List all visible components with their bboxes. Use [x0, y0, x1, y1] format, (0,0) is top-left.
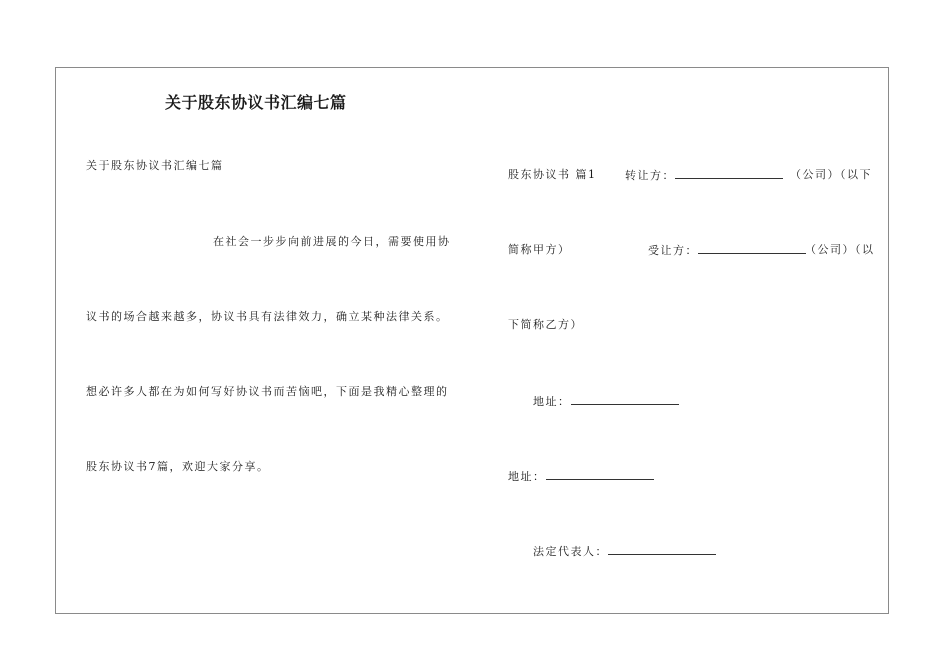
party-a-abbrev: 简称甲方）: [508, 243, 571, 256]
transferee-blank: [698, 243, 806, 254]
document-title: 关于股东协议书汇编七篇: [165, 93, 347, 112]
paragraph-line-1: 在社会一步步向前进展的今日，需要使用协: [213, 235, 451, 248]
address-blank-1: [571, 394, 679, 405]
section-heading: 股东协议书 篇1: [508, 168, 597, 181]
address-label-1: 地址：: [533, 395, 571, 408]
company-suffix-2: （公司）（以: [805, 243, 875, 256]
transferor-line: [625, 168, 783, 183]
paragraph-line-3: 想必许多人都在为如何写好协议书而苦恼吧，下面是我精心整理的: [86, 385, 449, 398]
paragraph-line-2: 议书的场合越来越多，协议书具有法律效力，确立某种法律关系。: [86, 310, 449, 323]
transferor-blank: [675, 168, 783, 179]
transferee-label: 受让方：: [648, 244, 698, 257]
address-line-1: [533, 394, 679, 409]
address-label-2: 地址：: [508, 470, 546, 483]
paragraph-line-4: 股东协议书7篇，欢迎大家分享。: [86, 460, 270, 473]
page-frame: [55, 67, 889, 614]
legal-rep-label: 法定代表人：: [533, 545, 608, 558]
address-line-2: [508, 469, 654, 484]
company-suffix-1: （公司）（以下: [790, 168, 872, 181]
legal-rep-line: [533, 544, 716, 559]
party-b-abbrev: 下简称乙方）: [508, 318, 583, 331]
legal-rep-blank: [608, 544, 716, 555]
address-blank-2: [546, 469, 654, 480]
transferee-line: [648, 243, 806, 258]
subtitle: 关于股东协议书汇编七篇: [86, 159, 224, 172]
transferor-label: 转让方：: [625, 169, 675, 182]
